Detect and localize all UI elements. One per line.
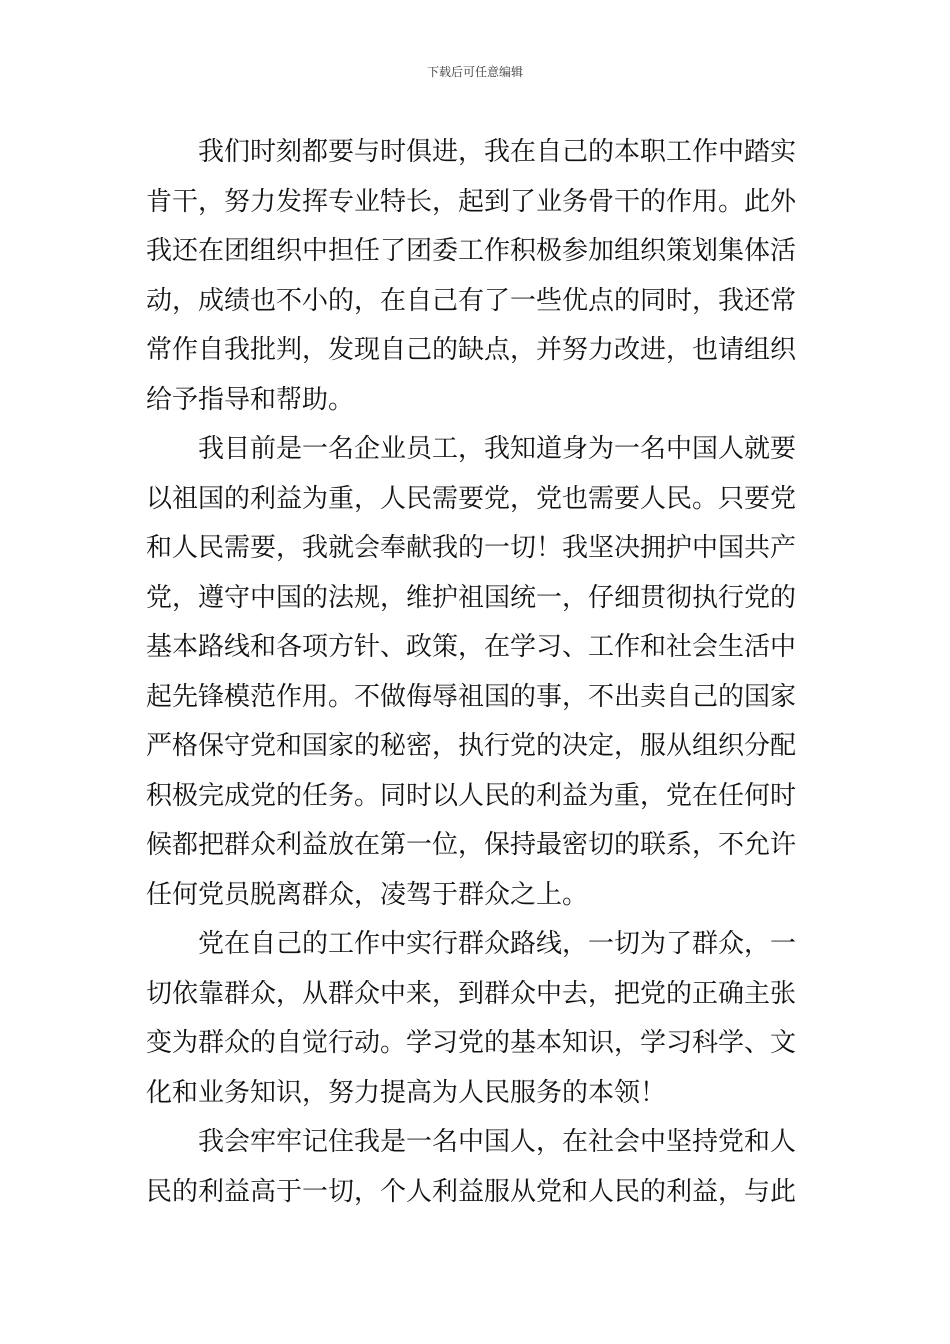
text-line: 以祖国的利益为重，人民需要党，党也需要人民。只要党 xyxy=(146,483,797,514)
text-line: 给予指导和帮助。 xyxy=(146,384,355,415)
text-line: 我们时刻都要与时俱进，我在自己的本职工作中踏实 xyxy=(198,137,797,167)
text-line: 变为群众的自觉行动。学习党的基本知识，学习科学、文 xyxy=(146,1028,797,1058)
text-line: 党在自己的工作中实行群众路线，一切为了群众，一 xyxy=(198,929,797,959)
text-line: 切依靠群众，从群众中来，到群众中去，把党的正确主张 xyxy=(146,978,797,1009)
text-line: 严格保守党和国家的秘密，执行党的决定，服从组织分配 xyxy=(146,731,797,761)
text-line: 民的利益高于一切，个人利益服从党和人民的利益，与此 xyxy=(146,1176,797,1207)
text-line: 动，成绩也不小的，在自己有了一些优点的同时，我还常 xyxy=(146,285,797,316)
text-line: 积极完成党的任务。同时以人民的利益为重，党在任何时 xyxy=(146,780,797,811)
text-line: 我还在团组织中担任了团委工作积极参加组织策划集体活 xyxy=(146,236,797,266)
text-line: 任何党员脱离群众，凌驾于群众之上。 xyxy=(146,879,589,910)
page-header: 下载后可任意编辑 xyxy=(426,65,523,79)
text-line: 起先锋模范作用。不做侮辱祖国的事，不出卖自己的国家 xyxy=(146,681,797,712)
text-line: 化和业务知识，努力提高为人民服务的本领！ xyxy=(146,1077,667,1108)
text-line: 肯干，努力发挥专业特长，起到了业务骨干的作用。此外 xyxy=(146,186,797,217)
text-line: 党，遵守中国的法规，维护祖国统一，仔细贯彻执行党的 xyxy=(146,582,797,613)
text-line: 我目前是一名企业员工，我知道身为一名中国人就要 xyxy=(198,434,797,464)
text-line: 常作自我批判，发现自己的缺点，并努力改进，也请组织 xyxy=(146,335,797,365)
text-line: 基本路线和各项方针、政策，在学习、工作和社会生活中 xyxy=(146,632,797,662)
document-body xyxy=(146,128,806,1217)
text-line: 我会牢牢记住我是一名中国人，在社会中坚持党和人 xyxy=(198,1127,797,1157)
text-line: 候都把群众利益放在第一位，保持最密切的联系，不允许 xyxy=(146,830,797,860)
text-line: 和人民需要，我就会奉献我的一切！我坚决拥护中国共产 xyxy=(146,533,797,563)
